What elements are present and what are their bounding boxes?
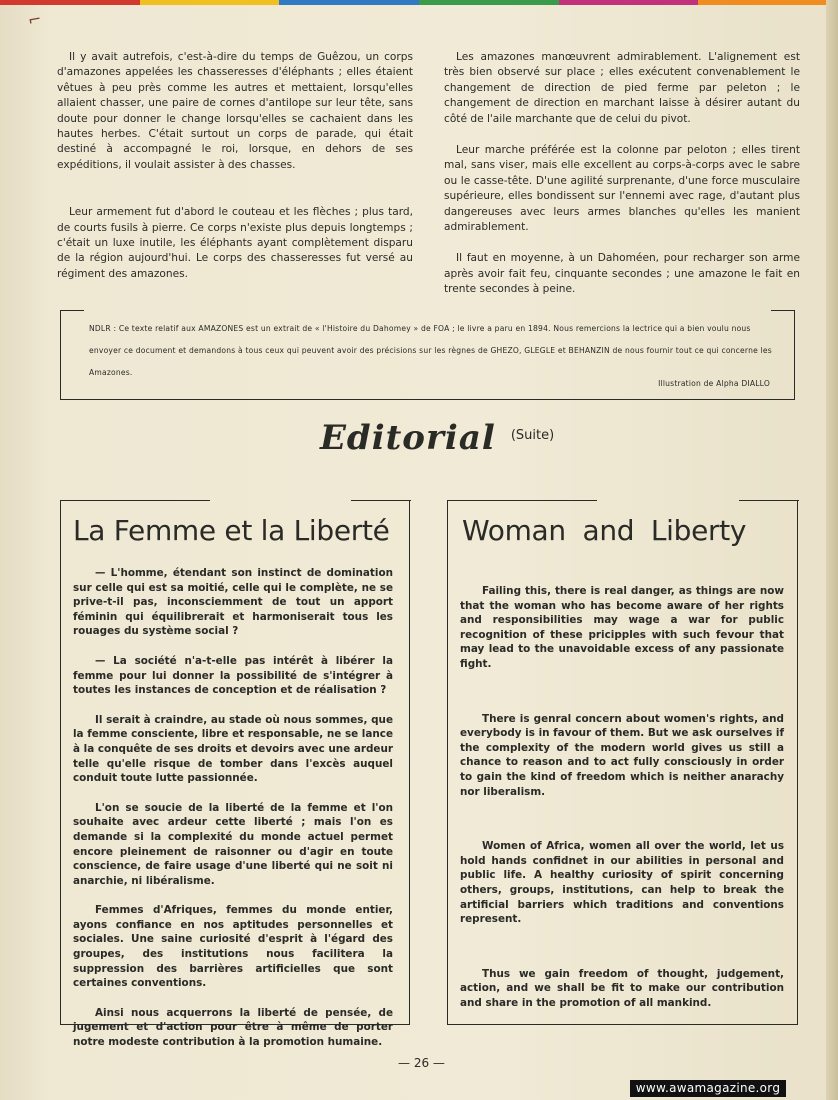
strip-segment — [0, 0, 140, 5]
editor-note-box — [60, 310, 795, 400]
corner-mark: ⌐ — [26, 8, 43, 31]
strip-segment — [279, 0, 419, 5]
illustration-credit: Illustration de Alpha DIALLO — [658, 379, 770, 388]
paragraph: — La société n'a-t-elle pas intérêt à libérer la femme pour lui donner la possibilité de s'intégrer à toutes les instances de conception et de réalisation ? — [73, 654, 393, 697]
editorial-heading — [320, 418, 554, 468]
editorial-suite: (Suite) — [510, 428, 555, 443]
color-strip — [0, 0, 838, 5]
english-body — [460, 584, 784, 1050]
editor-note-text: NDLR : Ce texte relatif aux AMAZONES est un extrait de « l'Histoire du Dahomey » de FOA ; le livre a paru en 1894. Nous remercions la lectrice qui a bien voulu nous envoyer ce document et demandons à tous ceux qui peuvent avoir des précisions sur les règnes de GHEZO, GLEGLE et BEHANZIN de nous fournir tout ce qui concerne les Amazones. — [89, 324, 772, 377]
strip-segment — [698, 0, 838, 5]
paragraph: Il y avait autrefois, c'est-à-dire du temps de Guêzou, un corps d'amazones appelées les chasseresses d'éléphants ; elles étaient vêtues à peu près comme les autres et mettaient, lorsqu'elles allaient chasser, une paire de cornes d'antilope sur leur tête, sans doute pour donner le change lorsqu'elles se cachaient dans les hautes herbes. C'était surtout un corps de parade, qui était destiné à accompagné le roi, lorsque, en dehors de ses expéditions, il voulait assister à des chasses. — [57, 51, 413, 171]
page-edge-shadow — [826, 0, 838, 1100]
paragraph: Leur marche préférée est la colonne par peloton ; elles tirent mal, sans viser, mais elle excellent au corps-à-corps avec le sabre ou le casse-tête. D'une agilité surprenante, d'une force musculaire supérieure, elles bondissent sur l'ennemi avec rage, d'autant plus dangereuses avec leurs armes blanches qu'elles les manient admirablement. — [444, 144, 800, 234]
paragraph: Failing this, there is real danger, as things are now that the woman who has become aware of her rights and responsibilities may wage a war for public recognition of these pricipples with such fevour that may lead to the unavoidable excess of any passionate fight. — [460, 585, 784, 670]
page-number: — 26 — — [398, 1056, 445, 1070]
paragraph: Les amazones manœuvrent admirablement. L'alignement est très bien observé sur place ; elles exécutent convenablement le changement de direction de pied ferme par peleton ; le changement de direction en marchant laisse à désirer autant du côté de l'aile marchante que de celui du pivot. — [444, 51, 800, 125]
amazons-right-column — [444, 50, 800, 298]
paragraph: Leur armement fut d'abord le couteau et les flèches ; plus tard, de courts fusils à pierre. Ce corps n'existe plus depuis longtemps ; c'était un luxe inutile, les éléphants ayant complètement disparu de la région aujourd'hui. Le corps des chasseresses fut versé au régiment des amazones. — [57, 206, 413, 280]
english-editorial-box — [447, 500, 798, 1025]
strip-segment — [140, 0, 280, 5]
paragraph: Ainsi nous acquerrons la liberté de pensée, de jugement et d'action pour être à même de porter notre modeste contribution à la promotion humaine. — [73, 1006, 393, 1049]
paragraph: Thus we gain freedom of thought, judgement, action, and we shall be fit to make our contribution and share in the promotion of all mankind. — [460, 967, 784, 1009]
box-corner-line — [739, 500, 799, 501]
strip-segment — [419, 0, 559, 5]
paragraph: Il serait à craindre, au stade où nous sommes, que la femme consciente, libre et responsable, ne se lance à la conquête de ses droits et devoirs avec une ardeur telle qu'elle risque de tomber dans l'excès auquel conduit toute lutte passionnée. — [73, 713, 393, 785]
box-corner-line — [447, 500, 597, 501]
french-editorial-box — [60, 500, 410, 1049]
paragraph: Femmes d'Afriques, femmes du monde entier, ayons confiance en nos aptitudes personnelles et sociales. Une saine curiosité d'esprit à l'égard des groupes, des institutions nous facilitera la suppression des barrières artificielles que sont certaines conventions. — [73, 904, 393, 990]
website-watermark[interactable]: www.awamagazine.org — [630, 1080, 786, 1097]
strip-segment — [559, 0, 699, 5]
french-body — [73, 566, 393, 1065]
paragraph: Women of Africa, women all over the world, let us hold hands confidnet in our abilities in personal and public life. A healthy curiosity of spirit concerning others, groups, institutions, can help to break the artificial barriers which traditions and conventions represent. — [460, 840, 784, 926]
paragraph: There is genral concern about women's rights, and everybody is in favour of them. But we ask ourselves if the complexity of the modern world gives us still a chance to reason and to act fully consciously in order to gain the kind of freedom which is neither anarachy nor liberalism. — [460, 712, 784, 798]
paragraph: L'on se soucie de la liberté de la femme et l'on souhaite avec ardeur cette liberté ; mais l'on es demande si la complexité du monde actuel permet encore pleinement de raisonner ou d'agir en toute conscience, de faire usage d'une liberté qui ne soit ni anarchie, ni libéralisme. — [73, 801, 393, 887]
editorial-title: Editorial — [320, 418, 496, 458]
french-title: La Femme et la Liberté — [73, 514, 390, 547]
amazons-left-column — [57, 50, 413, 282]
box-corner-line — [351, 500, 411, 501]
paragraph: — L'homme, étendant son instinct de domination sur celle qui est sa moitié, celle qui le complète, ne se prive-t-il pas, inconsciemment de tout un apport féminin qui équilibrerait et harmoniserait tous les rouages du système social ? — [73, 567, 393, 638]
english-title: Woman and Liberty — [462, 514, 747, 547]
paragraph: Il faut en moyenne, à un Dahoméen, pour recharger son arme après avoir fait feu, cinquante secondes ; une amazone le fait en trente secondes à peine. — [444, 252, 800, 296]
box-corner-line — [60, 310, 84, 311]
box-corner-line — [60, 500, 210, 501]
box-corner-line — [771, 310, 795, 311]
